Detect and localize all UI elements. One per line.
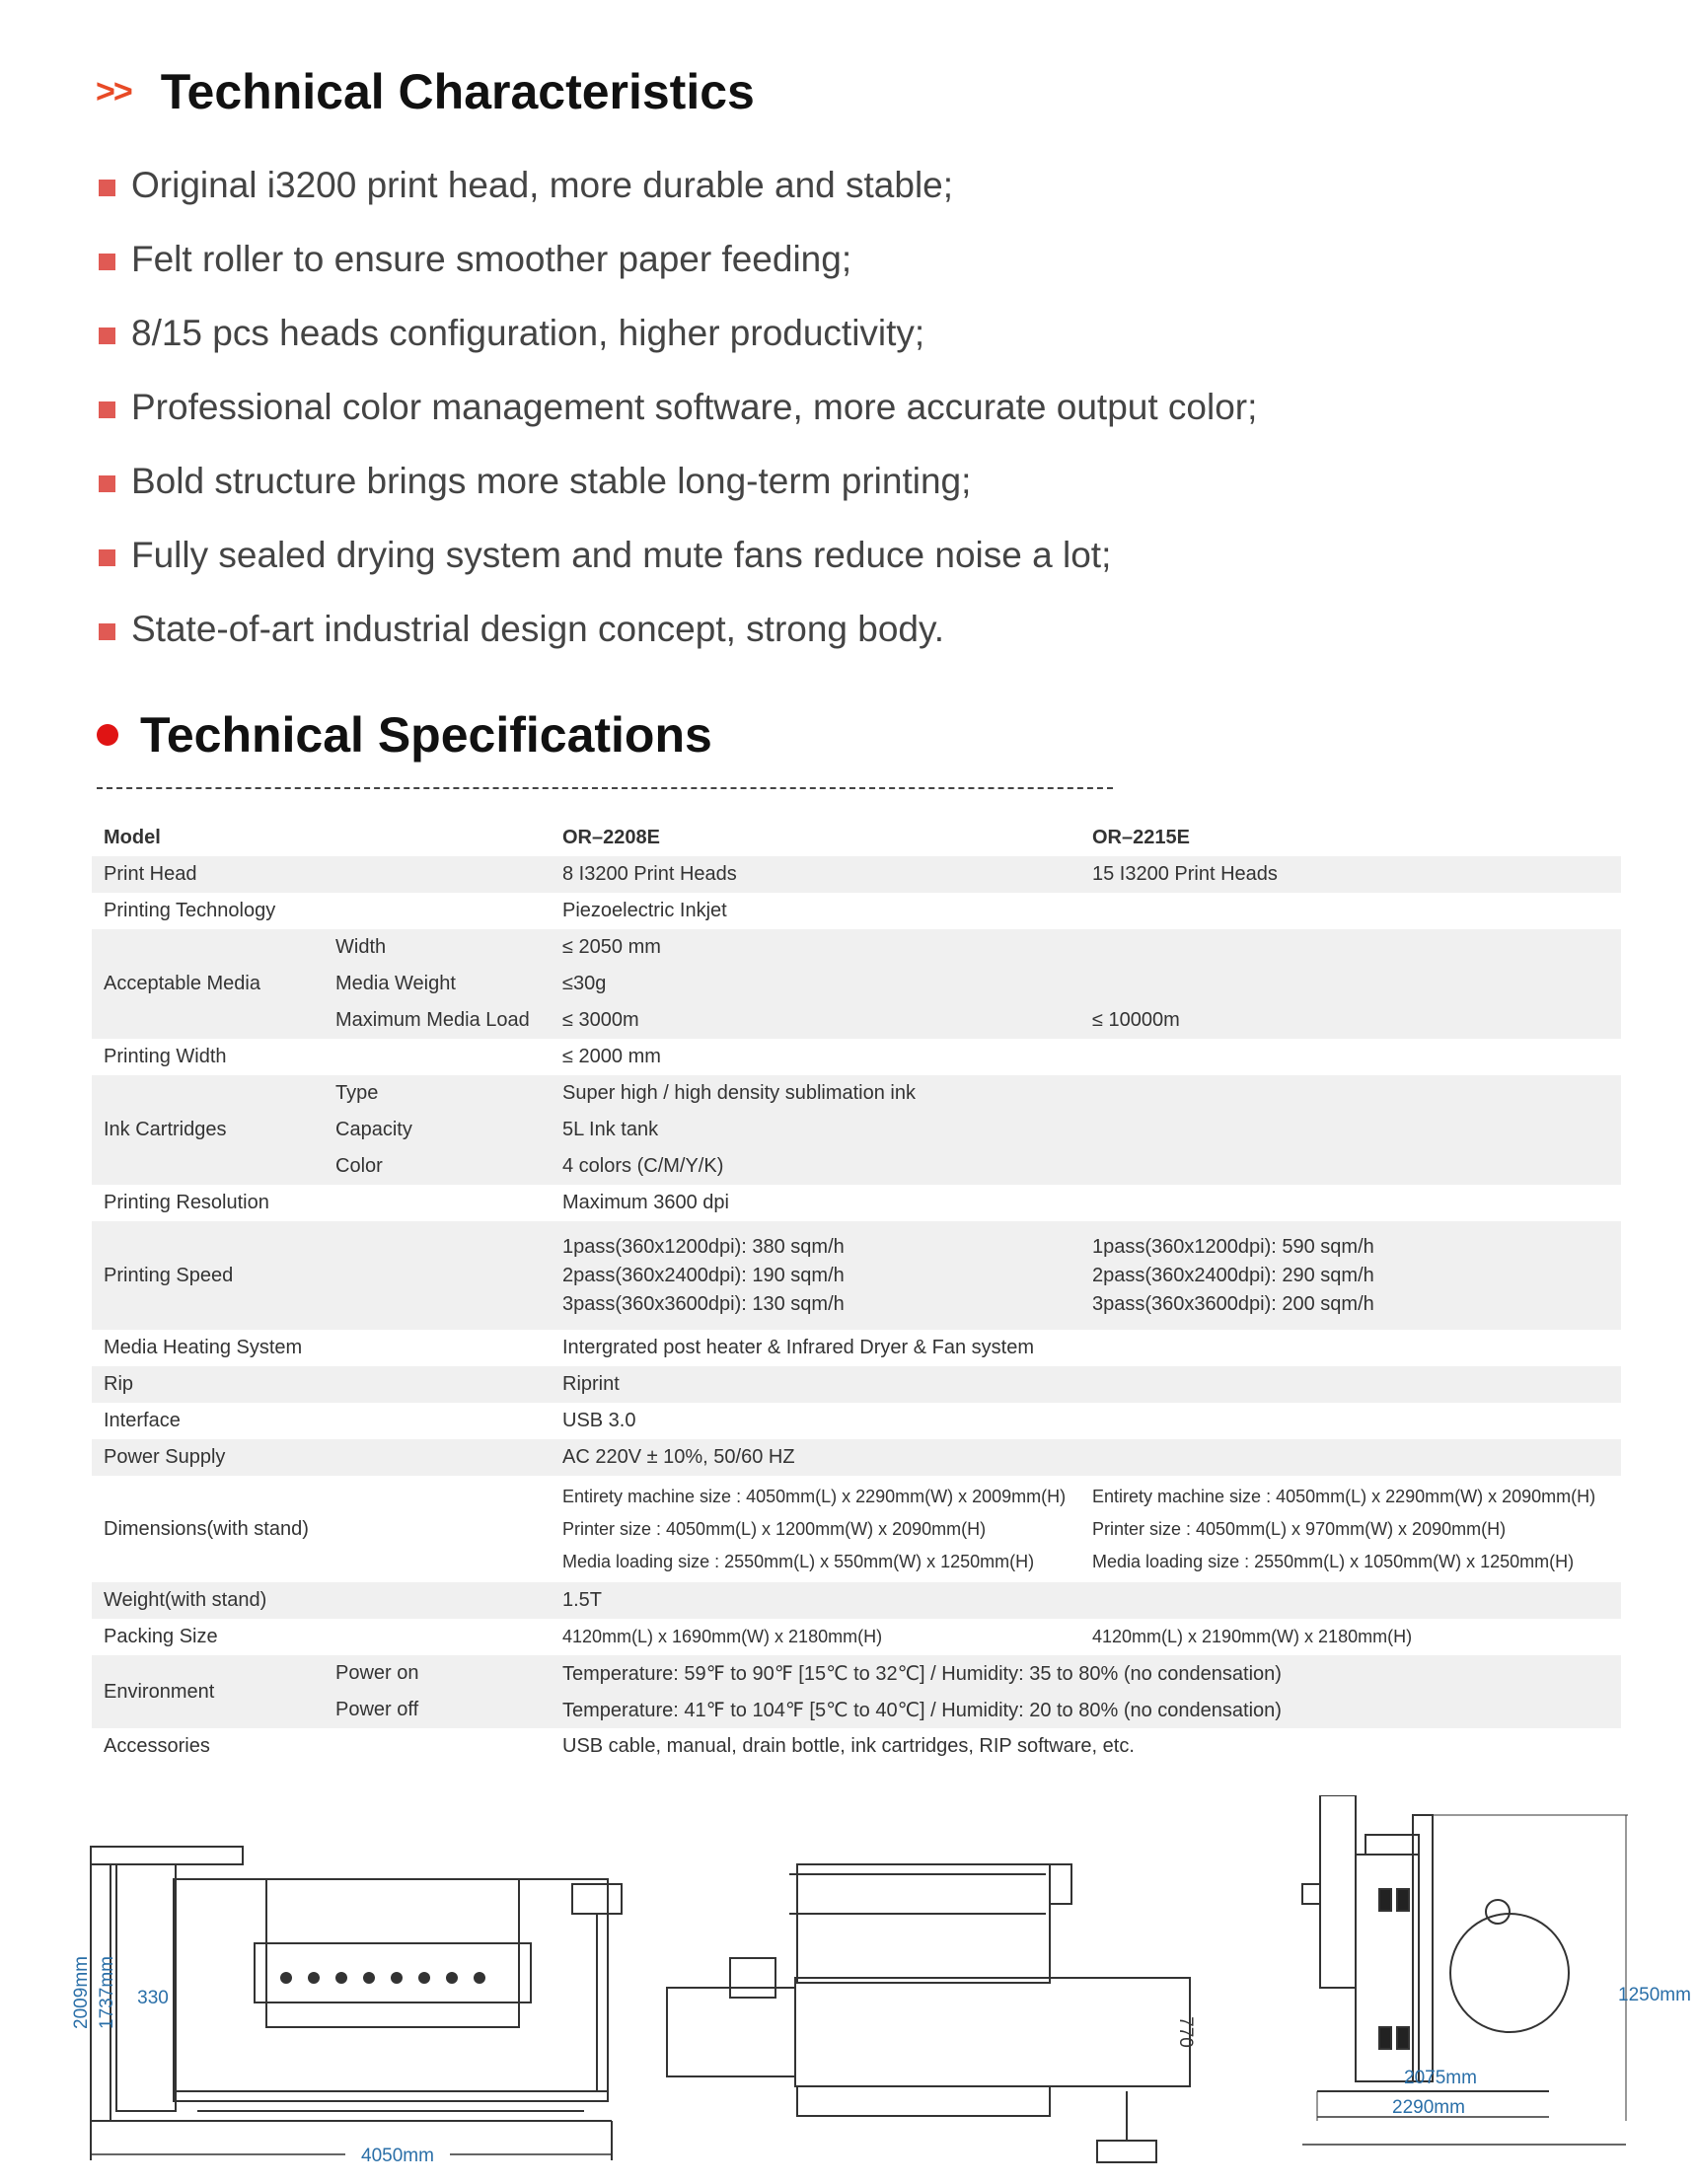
square-bullet-icon xyxy=(99,401,115,418)
speed-line: 3pass(360x3600dpi): 200 sqm/h xyxy=(1092,1292,1374,1315)
double-chevron-icon: >> xyxy=(96,72,131,110)
table-row xyxy=(92,1185,1621,1221)
header-model-2: OR–2215E xyxy=(1092,826,1190,848)
table-row xyxy=(92,1439,1621,1476)
feature-list xyxy=(99,148,1529,666)
feature-text: State-of-art industrial design concept, strong body. xyxy=(131,608,945,649)
dim-front-length: 4050mm xyxy=(361,2146,434,2166)
sub-label: Type xyxy=(324,1075,551,1112)
row-label: Accessories xyxy=(104,1735,210,1757)
cell-value: 1.5T xyxy=(551,1582,1621,1619)
speed-line: 1pass(360x1200dpi): 590 sqm/h xyxy=(1092,1235,1374,1258)
square-bullet-icon xyxy=(99,328,115,344)
sub-label: Maximum Media Load xyxy=(324,1002,551,1039)
specifications-heading xyxy=(97,700,712,769)
cell-model-2: ≤ 10000m xyxy=(1080,1002,1621,1039)
table-row xyxy=(92,856,1621,893)
row-label: Print Head xyxy=(92,856,324,893)
dim-side-height: 1250mm xyxy=(1618,1985,1691,2005)
cell-value: Temperature: 41℉ to 104℉ [5℃ to 40℃] / Humidity: 20 to 80% (no condensation) xyxy=(551,1692,1621,1728)
feature-item xyxy=(99,592,1529,666)
machine-drawings xyxy=(0,1795,1697,2184)
table-row xyxy=(92,1403,1621,1439)
table-row xyxy=(92,1619,1621,1655)
cell-value: 4 colors (C/M/Y/K) xyxy=(551,1148,1621,1185)
table-row xyxy=(92,1655,1621,1692)
cell-model-1 xyxy=(551,1476,1080,1582)
row-label: Weight(with stand) xyxy=(92,1582,551,1619)
characteristics-heading xyxy=(96,57,755,126)
row-label: Rip xyxy=(92,1366,324,1403)
speed-line: 1pass(360x1200dpi): 380 sqm/h xyxy=(562,1235,845,1258)
dimension-line: Printer size : 4050mm(L) x 1200mm(W) x 2090mm(H) xyxy=(562,1518,987,1539)
cell-value: AC 220V ± 10%, 50/60 HZ xyxy=(551,1439,1621,1476)
table-row xyxy=(92,1582,1621,1619)
table-row xyxy=(92,1728,1621,1765)
row-label: Interface xyxy=(104,1410,181,1431)
row-label: Ink Cartridges xyxy=(92,1075,324,1185)
table-row xyxy=(92,1039,1621,1075)
square-bullet-icon xyxy=(99,180,115,196)
row-label: Printing Speed xyxy=(92,1221,324,1330)
table-row xyxy=(92,1366,1621,1403)
side-view-drawing xyxy=(1302,1795,1691,2145)
dimension-line: Entirety machine size : 4050mm(L) x 2290mm(W) x 2009mm(H) xyxy=(562,1486,1067,1506)
feature-text: Felt roller to ensure smoother paper feeding; xyxy=(131,238,852,279)
dimension-line: Media loading size : 2550mm(L) x 550mm(W) x 1250mm(H) xyxy=(562,1551,1035,1571)
feature-item xyxy=(99,370,1529,444)
cell-model-1: ≤ 3000m xyxy=(551,1002,1080,1039)
header-label: Model xyxy=(104,826,161,848)
sub-label: Media Weight xyxy=(324,966,551,1002)
dimension-line: Media loading size : 2550mm(L) x 1050mm(W) x 1250mm(H) xyxy=(1092,1551,1575,1571)
row-label: Printing Width xyxy=(104,1046,227,1067)
row-label: Media Heating System xyxy=(104,1337,303,1358)
table-row xyxy=(92,1476,1621,1582)
dim-side-width-outer: 2290mm xyxy=(1392,2097,1465,2118)
red-dot-icon xyxy=(97,724,118,746)
dim-front-height-body: 1737mm xyxy=(97,1956,117,2029)
square-bullet-icon xyxy=(99,475,115,492)
sub-label: Power off xyxy=(324,1692,551,1728)
row-label: Packing Size xyxy=(104,1626,218,1647)
dim-top-depth: 770 xyxy=(1175,2016,1196,2048)
row-label: Printing Resolution xyxy=(104,1192,269,1213)
header-model-1: OR–2208E xyxy=(562,826,660,848)
square-bullet-icon xyxy=(99,549,115,566)
spec-table xyxy=(92,819,1621,1765)
cell-model-2 xyxy=(1080,1476,1621,1582)
row-label: Dimensions(with stand) xyxy=(104,1517,309,1540)
cell-model-2: 4120mm(L) x 2190mm(W) x 2180mm(H) xyxy=(1092,1627,1413,1646)
table-row xyxy=(92,893,1621,929)
feature-item xyxy=(99,148,1529,222)
cell-value: 5L Ink tank xyxy=(551,1112,1621,1148)
dashed-divider xyxy=(97,787,1113,789)
speed-line: 2pass(360x2400dpi): 190 sqm/h xyxy=(562,1264,845,1286)
speed-line: 2pass(360x2400dpi): 290 sqm/h xyxy=(1092,1264,1374,1286)
cell-value: ≤ 2000 mm xyxy=(562,1046,661,1067)
row-label: Environment xyxy=(92,1655,324,1728)
feature-item xyxy=(99,444,1529,518)
table-row xyxy=(92,1075,1621,1112)
feature-text: Bold structure brings more stable long-term printing; xyxy=(131,460,972,501)
sub-label: Power on xyxy=(324,1655,551,1692)
cell-model-2 xyxy=(1080,1221,1621,1330)
table-row xyxy=(92,929,1621,966)
cell-model-1: 4120mm(L) x 1690mm(W) x 2180mm(H) xyxy=(562,1627,883,1646)
row-label: Printing Technology xyxy=(104,900,276,921)
sub-label: Capacity xyxy=(324,1112,551,1148)
row-label: Power Supply xyxy=(92,1439,324,1476)
cell-value: Piezoelectric Inkjet xyxy=(562,900,727,921)
header-empty xyxy=(324,819,551,856)
sub-label: Width xyxy=(324,929,551,966)
speed-line: 3pass(360x3600dpi): 130 sqm/h xyxy=(562,1292,845,1315)
table-row xyxy=(92,1330,1621,1366)
feature-item xyxy=(99,518,1529,592)
dim-front-height-total: 2009mm xyxy=(71,1956,92,2029)
cell-value: USB cable, manual, drain bottle, ink cartridges, RIP software, etc. xyxy=(562,1735,1135,1757)
cell-model-1: 8 I3200 Print Heads xyxy=(551,856,1080,893)
feature-item xyxy=(99,222,1529,296)
feature-text: Original i3200 print head, more durable and stable; xyxy=(131,164,954,205)
row-label: Acceptable Media xyxy=(92,929,324,1039)
square-bullet-icon xyxy=(99,623,115,640)
cell-value: USB 3.0 xyxy=(562,1410,636,1431)
table-header-row xyxy=(92,819,1621,856)
cell-value: Temperature: 59℉ to 90℉ [15℃ to 32℃] / Humidity: 35 to 80% (no condensation) xyxy=(551,1655,1621,1692)
cell-model-2: 15 I3200 Print Heads xyxy=(1080,856,1621,893)
dimension-line: Entirety machine size : 4050mm(L) x 2290mm(W) x 2090mm(H) xyxy=(1092,1486,1596,1506)
top-view-drawing xyxy=(667,1864,1196,2162)
feature-text: 8/15 pcs heads configuration, higher productivity; xyxy=(131,312,925,353)
feature-text: Fully sealed drying system and mute fans reduce noise a lot; xyxy=(131,534,1112,575)
feature-item xyxy=(99,296,1529,370)
cell-value: ≤30g xyxy=(551,966,1621,1002)
cell-value: ≤ 2050 mm xyxy=(551,929,1621,966)
front-view-drawing xyxy=(71,1847,622,2166)
characteristics-title: Technical Characteristics xyxy=(160,64,755,119)
cell-value: Intergrated post heater & Infrared Dryer & Fan system xyxy=(562,1337,1034,1358)
dim-side-width-inner: 2075mm xyxy=(1404,2068,1477,2088)
feature-text: Professional color management software, more accurate output color; xyxy=(131,386,1258,427)
table-row xyxy=(92,1221,1621,1330)
cell-model-1 xyxy=(551,1221,1080,1330)
specifications-title: Technical Specifications xyxy=(140,707,712,763)
cell-value: Riprint xyxy=(551,1366,1621,1403)
sub-label: Color xyxy=(324,1148,551,1185)
dimension-line: Printer size : 4050mm(L) x 970mm(W) x 2090mm(H) xyxy=(1092,1518,1507,1539)
cell-value: Maximum 3600 dpi xyxy=(562,1192,729,1213)
cell-value: Super high / high density sublimation ink xyxy=(551,1075,1621,1112)
dim-front-offset: 330 xyxy=(137,1988,169,2008)
square-bullet-icon xyxy=(99,254,115,270)
